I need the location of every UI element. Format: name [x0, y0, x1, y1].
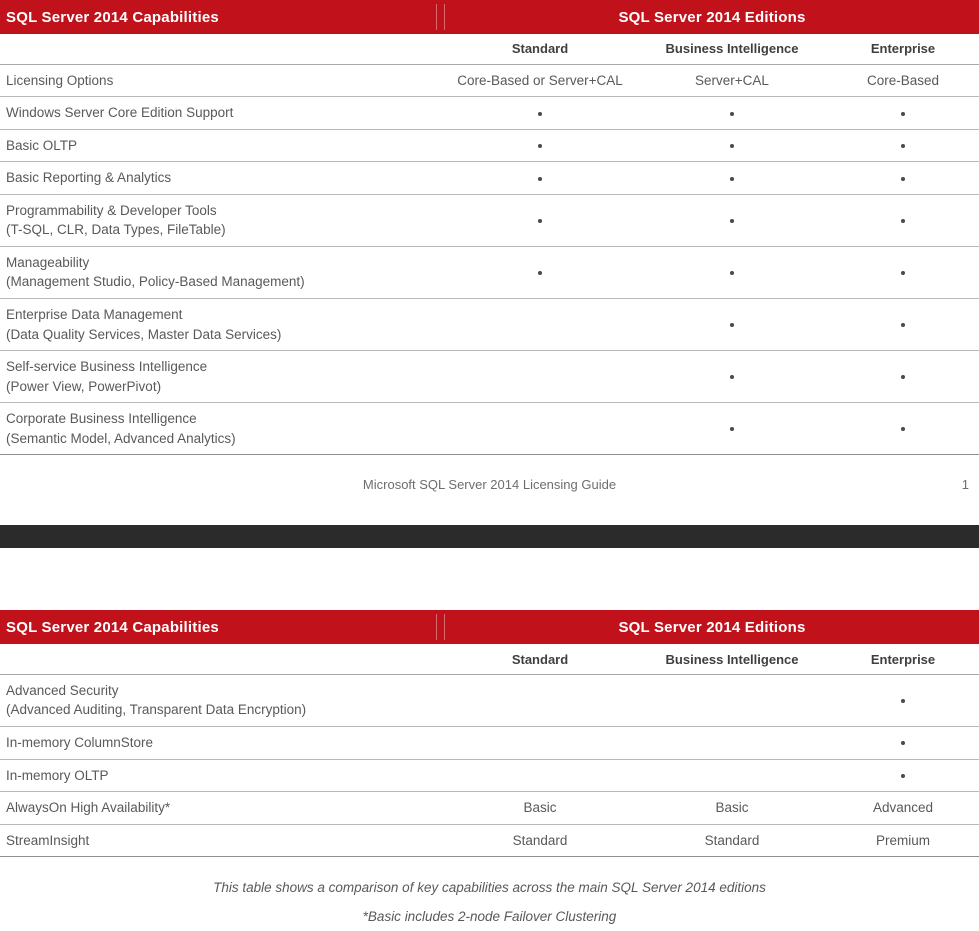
cell-standard: Core-Based or Server+CAL	[443, 64, 637, 97]
column-header-enterprise: Enterprise	[827, 34, 979, 64]
cell-enterprise	[827, 194, 979, 246]
capabilities-table-one	[0, 34, 979, 455]
feature-name: StreamInsight	[6, 832, 90, 848]
feature-name: Advanced Security	[6, 682, 119, 698]
column-header-feature	[0, 34, 443, 64]
column-header-standard-two: Standard	[443, 644, 637, 674]
cell-enterprise	[827, 97, 979, 130]
table-one-column-header-row	[0, 34, 979, 64]
separator-space-below	[0, 548, 979, 610]
cell-enterprise	[827, 351, 979, 403]
supported-bullet-icon	[901, 177, 905, 181]
row-feature-label	[0, 246, 443, 298]
supported-bullet-icon	[730, 219, 734, 223]
editions-banner-cell-two	[445, 610, 979, 644]
cell-business-intelligence	[637, 759, 827, 792]
cell-business-intelligence	[637, 162, 827, 195]
row-feature-label	[0, 64, 443, 97]
separator-space-above	[0, 513, 979, 525]
cell-enterprise: Premium	[827, 824, 979, 857]
cell-enterprise: Core-Based	[827, 64, 979, 97]
supported-bullet-icon	[730, 323, 734, 327]
capabilities-banner-title: SQL Server 2014 Capabilities	[6, 8, 219, 26]
feature-detail: (Management Studio, Policy-Based Management)	[6, 274, 305, 290]
feature-name: Programmability & Developer Tools	[6, 202, 217, 218]
supported-bullet-icon	[730, 375, 734, 379]
supported-bullet-icon	[901, 271, 905, 275]
supported-bullet-icon	[901, 774, 905, 778]
feature-detail: (Data Quality Services, Master Data Services)	[6, 326, 282, 342]
table-row	[0, 792, 979, 825]
cell-enterprise	[827, 759, 979, 792]
cell-standard	[443, 759, 637, 792]
column-header-standard: Standard	[443, 34, 637, 64]
cell-business-intelligence: Basic	[637, 792, 827, 825]
table-row	[0, 727, 979, 760]
table-one-body	[0, 64, 979, 455]
supported-bullet-icon	[730, 144, 734, 148]
row-feature-label	[0, 792, 443, 825]
cell-business-intelligence	[637, 97, 827, 130]
row-feature-label	[0, 97, 443, 130]
table-row	[0, 824, 979, 857]
cell-standard: Standard	[443, 824, 637, 857]
row-feature-label	[0, 299, 443, 351]
supported-bullet-icon	[901, 144, 905, 148]
table-row	[0, 64, 979, 97]
supported-bullet-icon	[901, 219, 905, 223]
row-feature-label	[0, 194, 443, 246]
supported-bullet-icon	[730, 271, 734, 275]
feature-detail: (Semantic Model, Advanced Analytics)	[6, 430, 236, 446]
cell-business-intelligence	[637, 194, 827, 246]
supported-bullet-icon	[901, 112, 905, 116]
cell-business-intelligence: Server+CAL	[637, 64, 827, 97]
feature-name: Windows Server Core Edition Support	[6, 105, 234, 121]
cell-enterprise	[827, 674, 979, 726]
feature-name: In-memory OLTP	[6, 767, 109, 783]
row-feature-label	[0, 759, 443, 792]
cell-standard	[443, 194, 637, 246]
editions-banner-title: SQL Server 2014 Editions	[618, 8, 806, 26]
supported-bullet-icon	[538, 219, 542, 223]
supported-bullet-icon	[730, 112, 734, 116]
row-feature-label	[0, 727, 443, 760]
row-feature-label	[0, 824, 443, 857]
table-notes	[0, 857, 979, 931]
row-feature-label	[0, 129, 443, 162]
feature-name: Self-service Business Intelligence	[6, 359, 208, 375]
cell-business-intelligence	[637, 403, 827, 455]
row-feature-label	[0, 403, 443, 455]
cell-standard	[443, 351, 637, 403]
table-row	[0, 162, 979, 195]
feature-name: Manageability	[6, 254, 90, 270]
footer-document-title: Microsoft SQL Server 2014 Licensing Guide	[362, 476, 617, 492]
feature-name: Basic OLTP	[6, 137, 78, 153]
supported-bullet-icon	[538, 271, 542, 275]
supported-bullet-icon	[730, 427, 734, 431]
table-row	[0, 403, 979, 455]
cell-business-intelligence	[637, 299, 827, 351]
row-feature-label	[0, 674, 443, 726]
supported-bullet-icon	[538, 177, 542, 181]
table-two-column-header-row	[0, 644, 979, 674]
feature-name: Enterprise Data Management	[6, 307, 183, 322]
cell-standard	[443, 162, 637, 195]
cell-business-intelligence: Standard	[637, 824, 827, 857]
note-line-two: *Basic includes 2-node Failover Clustering	[362, 909, 617, 925]
cell-enterprise	[827, 162, 979, 195]
editions-banner-cell	[445, 0, 979, 34]
table-one-banner	[0, 0, 979, 34]
feature-name: Licensing Options	[6, 72, 114, 88]
cell-standard	[443, 129, 637, 162]
footer-page-number: 1	[961, 476, 969, 492]
column-header-feature-two	[0, 644, 443, 674]
supported-bullet-icon	[901, 323, 905, 327]
column-header-business-intelligence: Business Intelligence	[637, 34, 827, 64]
cell-enterprise	[827, 129, 979, 162]
table-two-body	[0, 674, 979, 856]
banner-divider-two	[436, 610, 445, 644]
cell-business-intelligence	[637, 674, 827, 726]
cell-business-intelligence	[637, 246, 827, 298]
table-row	[0, 674, 979, 726]
cell-enterprise: Advanced	[827, 792, 979, 825]
page-one-footer	[0, 455, 979, 513]
cell-standard	[443, 403, 637, 455]
cell-standard	[443, 97, 637, 130]
cell-standard	[443, 246, 637, 298]
column-header-enterprise-two: Enterprise	[827, 644, 979, 674]
capabilities-table-two	[0, 644, 979, 857]
banner-divider	[436, 0, 445, 34]
table-row	[0, 97, 979, 130]
note-line-one: This table shows a comparison of key capabilities across the main SQL Server 2014 editions	[213, 880, 766, 896]
feature-detail: (Advanced Auditing, Transparent Data Encryption)	[6, 702, 307, 718]
column-header-business-intelligence-two: Business Intelligence	[637, 644, 827, 674]
cell-standard	[443, 299, 637, 351]
feature-name: Basic Reporting & Analytics	[6, 170, 172, 186]
supported-bullet-icon	[730, 177, 734, 181]
cell-enterprise	[827, 403, 979, 455]
cell-enterprise	[827, 246, 979, 298]
supported-bullet-icon	[901, 741, 905, 745]
row-feature-label	[0, 351, 443, 403]
feature-name: In-memory ColumnStore	[6, 735, 154, 750]
supported-bullet-icon	[901, 375, 905, 379]
feature-detail: (Power View, PowerPivot)	[6, 378, 162, 394]
row-feature-label	[0, 162, 443, 195]
table-row	[0, 299, 979, 351]
cell-business-intelligence	[637, 351, 827, 403]
page-separator-band	[0, 525, 979, 548]
editions-banner-title-two: SQL Server 2014 Editions	[618, 618, 806, 636]
cell-enterprise	[827, 727, 979, 760]
cell-business-intelligence	[637, 727, 827, 760]
page-two	[0, 610, 979, 931]
supported-bullet-icon	[538, 112, 542, 116]
cell-standard: Basic	[443, 792, 637, 825]
feature-name: AlwaysOn High Availability*	[6, 800, 171, 816]
capabilities-banner-title-two: SQL Server 2014 Capabilities	[6, 618, 219, 636]
table-row	[0, 194, 979, 246]
table-row	[0, 759, 979, 792]
table-two-banner	[0, 610, 979, 644]
table-row	[0, 351, 979, 403]
table-row	[0, 246, 979, 298]
cell-standard	[443, 674, 637, 726]
supported-bullet-icon	[901, 427, 905, 431]
cell-business-intelligence	[637, 129, 827, 162]
supported-bullet-icon	[901, 699, 905, 703]
table-row	[0, 129, 979, 162]
cell-standard	[443, 727, 637, 760]
cell-enterprise	[827, 299, 979, 351]
feature-detail: (T-SQL, CLR, Data Types, FileTable)	[6, 222, 226, 238]
feature-name: Corporate Business Intelligence	[6, 411, 197, 427]
supported-bullet-icon	[538, 144, 542, 148]
capabilities-banner-cell	[0, 0, 436, 34]
capabilities-banner-cell-two	[0, 610, 436, 644]
